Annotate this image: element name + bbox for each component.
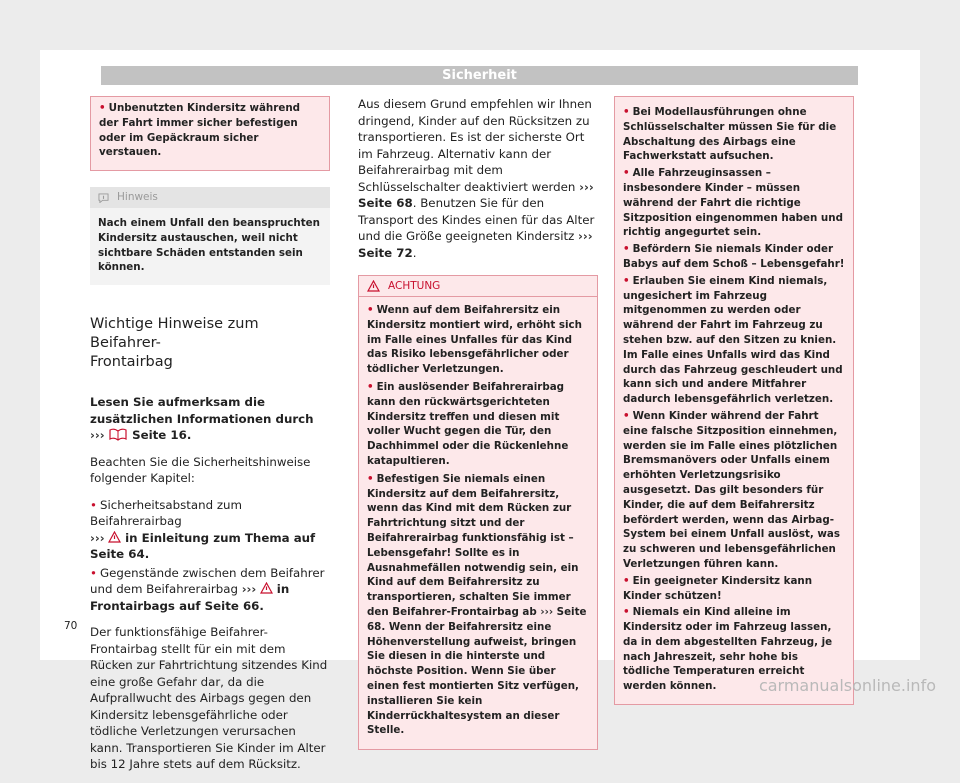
section-title: Wichtige Hinweise zum Beifahrer- Frontairbag [90,316,259,371]
bullet-icon: • [623,243,630,256]
bullet-icon: • [90,497,97,512]
warning-item: • Niemals ein Kind alleine im Kindersitz oder im Fahrzeug lassen, da in dem abgestellten Fahrzeug, je nach Jahreszeit, sehr hohe bis tödliche Temperaturen erreicht werden können. [623,606,833,693]
bullet-icon: • [367,304,374,316]
warning-triangle-icon [108,531,121,543]
arrows-icon: ››› [90,530,105,545]
bullet-icon: • [623,606,630,619]
achtung-item3-ref[interactable]: Seite 68 [367,605,587,633]
column-1 [90,96,330,783]
achtung-item: • Ein auslösender Beifahrerairbag kann den rückwärtsgerichteten Kindersitz treffen und diesen mit voller Wucht gegen die Tür, den Dachhimmel oder die Rückenlehne katapultieren. [367,380,569,467]
warning-item: • Wenn Kinder während der Fahrt eine falsche Sitzposition einnehmen, werden sie im Falle eines plötzlichen Bremsmanövers oder Unfalls einem erhöhten Verletzungsrisiko ausgesetzt. Das gilt besonders für Kinder, die auf dem Beifahrersitz befördert werden, wenn das Airbag-System bei einem Unfall auslöst, was zu schweren und lebensgefährlichen Verletzungen führen kann. [623,409,840,570]
hinweis-title: Hinweis [117,191,158,204]
achtung-box [358,275,598,750]
bullet-icon: • [90,565,97,580]
kapitel-intro: Beachten Sie die Sicherheitshinweise folgender Kapitel: [90,454,311,486]
warning-bullet: • Unbenutzten Kindersitz während der Fahrt immer sicher befestigen oder im Gepäckraum sicher verstauen. [99,102,301,159]
bullet-icon: • [623,167,630,180]
warning-continuation-box [90,96,330,171]
arrows-icon: ››› [90,428,105,443]
arrows-icon: ››› [540,605,554,618]
arrows-icon: ››› [579,179,594,194]
bullet-icon: • [623,274,630,287]
arrows-icon: ››› [578,229,593,243]
para-ref-1[interactable]: Seite 68 [358,196,413,210]
warning-continuation-box-right [614,96,854,705]
achtung-title: ACHTUNG [388,280,441,292]
kapitel-item-1: • Sicherheitsabstand zum Beifahrerairbag ››› in Einleitung zum Thema auf Seite 64. [90,497,316,562]
intro-page-ref[interactable]: Seite 16 [132,428,187,443]
bullet-icon: • [99,102,106,114]
intro-paragraph: Lesen Sie aufmerksam die zusätzlichen Informationen durch ››› Seite 16. [90,395,314,443]
kapitel-item-2: • Gegenstände zwischen dem Beifahrer und dem Beifahrerairbag ››› in Frontairbags auf Seite 66. [90,565,325,613]
warning-item: • Bei Modellausführungen ohne Schlüsselschalter müssen Sie für die Abschaltung des Airbags eine Fachwerkstatt aufsuchen. [623,106,837,163]
hinweis-box [90,187,330,285]
bullet-icon: • [623,409,630,422]
warning-triangle-icon [260,582,273,594]
achtung-item: • Wenn auf dem Beifahrersitz ein Kindersitz montiert wird, erhöht sich im Falle eines Unfalles für das Kind das Risiko lebensgefährlicher oder tödlicher Verletzungen. [367,304,582,376]
kapitel-1-ref[interactable]: in Einleitung zum Thema auf Seite 64 [90,530,316,562]
warning-item: • Ein geeigneter Kindersitz kann Kinder schützen! [623,574,813,602]
column-2 [358,96,598,750]
bullet-icon: • [623,574,630,587]
warning-item: • Befördern Sie niemals Kinder oder Babys auf dem Schoß – Lebensgefahr! [623,243,845,270]
bullet-icon: • [623,106,630,118]
kapitel-2-ref[interactable]: in Frontairbags auf Seite 66 [90,582,290,613]
hinweis-text: Nach einem Unfall den beanspruchten Kindersitz austauschen, weil nicht sichtbare Schäden entstanden sein können. [98,216,320,274]
chapter-header: Sicherheit [101,66,858,85]
para-ref-2[interactable]: Seite 72 [358,245,413,260]
achtung-header [359,276,597,297]
recommendation-paragraph: Aus diesem Grund empfehlen wir Ihnen dringend, Kinder auf den Rücksitzen zu transportieren. Es ist der sicherste Ort im Fahrzeug. Alternativ kann der Beifahrerairbag mit dem Schlüsselschalter deaktiviert werden ››› Seite 68. Benutzen Sie für den Transport des Kindes einen für das Alter und die Größe geeigneten Kindersitz ››› Seite 72. [358,97,595,260]
info-icon [98,193,109,203]
bullet-icon: • [367,380,374,393]
body-paragraph: Der funktionsfähige Beifahrer-Frontairbag stellt für ein mit dem Rücken zur Fahrtrichtung sitzendes Kind eine große Gefahr dar, da die Aufprallwucht des Airbags gegen den Kindersitz lebensgefährliche oder tödliche Verletzungen verursachen kann. Transportieren Sie Kinder im Alter bis 12 Jahre stets auf dem Rücksitz. [90,625,328,772]
warning-item: • Erlauben Sie einem Kind niemals, ungesichert im Fahrzeug mitgenommen zu werden oder während der Fahrt im Fahrzeug zu stehen bzw. auf den Sitzen zu knien. Im Falle eines Unfalls wird das Kind durch das Fahrzeug geschleudert und kann sich und andere Mitfahrer dadurch lebensgefährlich verletzen. [623,274,843,406]
arrows-icon: ››› [241,582,257,597]
warning-triangle-icon [367,280,380,292]
bullet-icon: • [367,472,374,485]
child-seat-book-icon [108,428,128,441]
page-number: 70 [64,620,78,632]
achtung-body [359,297,597,749]
achtung-item: • Befestigen Sie niemals einen Kindersitz auf dem Beifahrersitz, wenn das Kind mit dem Rücken zur Fahrtrichtung sitzt und der Beifahrerairbag funktionsfähig ist – Lebensgefahr! Sollte es in Ausnahmefällen notwendig sein, ein Kind auf dem Beifahrersitz zu transportieren, schalten Sie immer den Beifahrer-Frontairbag ab ››› Seite 68. Wenn der Beifahrersitz eine Höhenverstellung aufweist, bringen Sie diesen in die hinterste und höchste Position. Wenn Sie über einen fest montierten Sitz verfügen, installieren Sie kein Kinderrückhaltesystem an dieser Stelle. [367,472,587,737]
watermark: carmanualsonline.info [758,676,936,695]
column-3 [614,96,854,705]
warning-item: • Alle Fahrzeuginsassen – insbesondere Kinder – müssen während der Fahrt die richtige Sitzposition eingenommen haben und richtig angegurtet sein. [623,167,843,239]
hinweis-header [90,187,330,208]
